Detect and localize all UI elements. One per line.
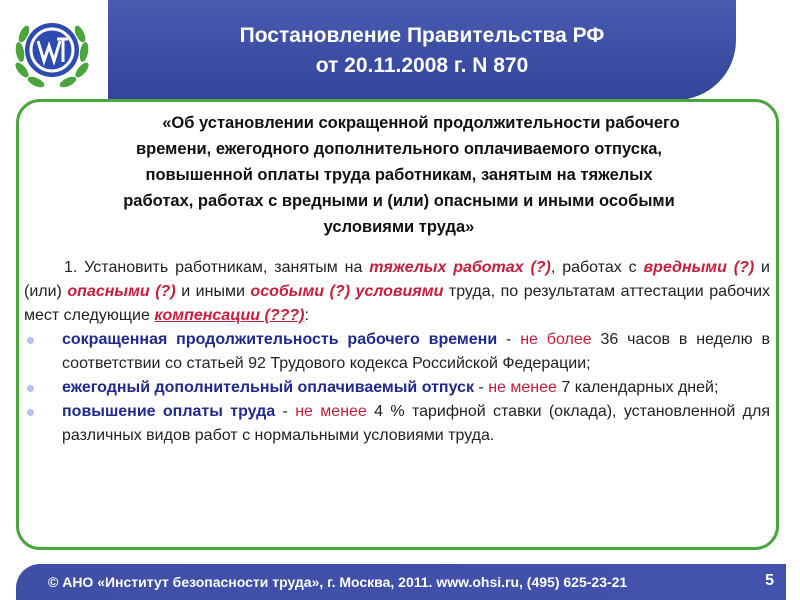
item-term: сокращенная продолжительность рабочего времени	[62, 331, 498, 348]
item-separator: -	[275, 403, 296, 420]
special-conditions-link[interactable]: особыми (?) условиями	[250, 283, 444, 300]
item-separator: -	[473, 379, 489, 396]
item-separator: -	[497, 331, 521, 348]
compensation-list	[24, 328, 770, 448]
bullet-icon	[27, 409, 34, 416]
clause-text: :	[304, 307, 309, 324]
clause-text: 1. Установить работникам, занятым на	[64, 259, 370, 276]
item-limit: не менее	[295, 403, 367, 420]
heading-line: повышенной оплаты труда работникам, занятым на тяжелых	[145, 166, 653, 184]
clause-paragraph	[24, 256, 770, 328]
footer-copyright: © АНО «Институт безопасности труда», г. Москва, 2011. www.ohsi.ru, (495) 625-23-21	[48, 574, 628, 590]
item-text: 7 календарных дней;	[556, 379, 719, 396]
clause-text: и иными	[175, 283, 251, 300]
document-body	[24, 256, 770, 448]
list-item	[24, 328, 770, 376]
organization-logo	[8, 6, 96, 94]
bullet-icon	[27, 385, 34, 392]
clause-text: и (или)	[24, 259, 770, 300]
hard-work-link[interactable]: тяжелых работах (?)	[369, 259, 551, 276]
compensations-link[interactable]: компенсации (???)	[154, 307, 305, 324]
item-text: 4 % тарифной ставки (оклада), установленной для различных видов работ с нормальными условиями труда.	[62, 403, 770, 444]
item-limit: не менее	[488, 379, 557, 396]
bullet-icon	[27, 337, 34, 344]
list-item	[24, 376, 770, 400]
item-term: повышение оплаты труда	[62, 403, 276, 420]
list-item	[24, 400, 770, 448]
harmful-link[interactable]: вредными (?)	[643, 259, 755, 276]
document-heading	[24, 110, 774, 240]
footer-bar	[16, 564, 786, 600]
page-subtitle: от 20.11.2008 г. N 870	[315, 54, 529, 77]
page-number: 5	[765, 572, 774, 589]
item-text: 36 часов в неделю в соответствии со статьей 92 Трудового кодекса Российской Федерации;	[62, 331, 770, 372]
heading-line: условиями труда»	[323, 218, 475, 236]
clause-text: труда, по результатам аттестации рабочих мест следующие	[24, 283, 770, 324]
heading-line: работах, работах с вредными и (или) опасными и иными особыми	[123, 192, 675, 210]
page-title: Постановление Правительства РФ	[239, 24, 605, 47]
heading-line: времени, ежегодного дополнительного оплачиваемого отпуска,	[136, 140, 662, 158]
clause-text: , работах с	[550, 259, 644, 276]
item-term: ежегодный дополнительный оплачиваемый отпуск	[62, 379, 474, 396]
title-banner	[108, 0, 736, 100]
item-limit: не более	[520, 331, 592, 348]
dangerous-link[interactable]: опасными (?)	[67, 283, 176, 300]
heading-line: «Об установлении сокращенной продолжительности рабочего	[162, 114, 680, 132]
